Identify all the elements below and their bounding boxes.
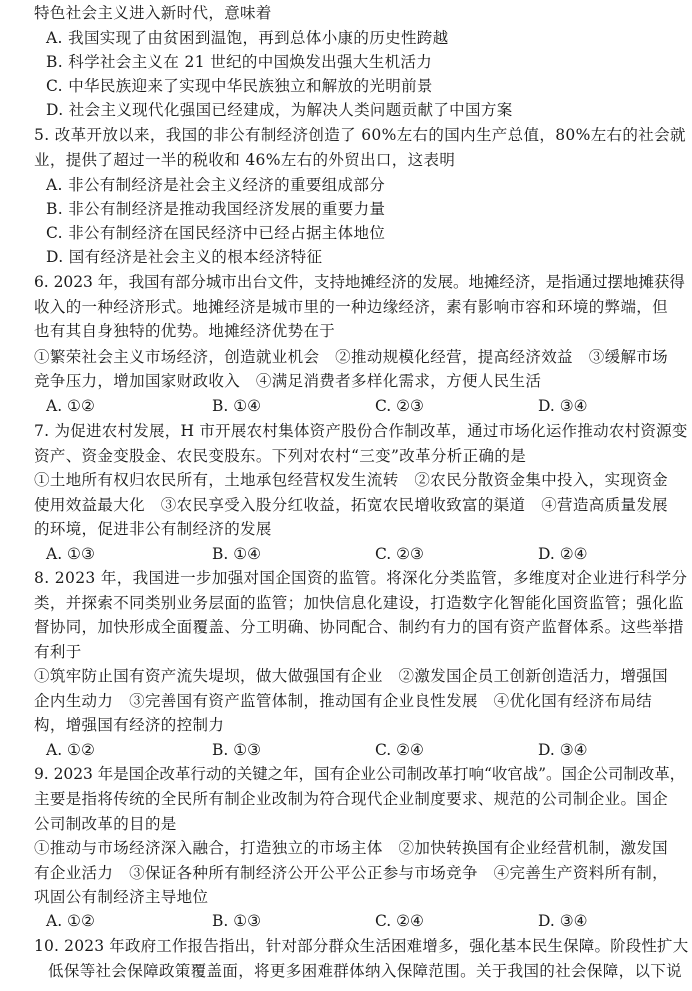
choice-d: D. ③④ (538, 397, 588, 415)
option-b: B. 非公有制经济是推动我国经济发展的重要力量 (46, 200, 386, 218)
question-7-statements: 使用效益最大化 ③农民享受入股分红收益，拓宽农民增收致富的渠道 ④营造高质量发展 (34, 496, 669, 514)
choice-a: A. ①② (46, 741, 95, 759)
choice-a: A. ①② (46, 397, 95, 415)
choice-c: C. ②④ (375, 741, 424, 759)
question-5-stem: 业，提供了超过一半的税收和 46%左右的外贸出口，这表明 (34, 151, 456, 169)
question-6-stem: 也有其自身独特的优势。地摊经济优势在于 (34, 322, 336, 340)
question-7-statements: ①土地所有权归农民所有，土地承包经营权发生流转 ②农民分散资金集中投入，实现资金 (34, 471, 669, 489)
question-9-stem: 公司制改革的目的是 (34, 815, 177, 833)
question-8-stem: 有利于 (34, 643, 82, 661)
choice-b: B. ①④ (212, 545, 262, 563)
choice-b: B. ①④ (212, 397, 262, 415)
question-8-stem: 督协同，加快形成全面覆盖、分工明确、协同配合、制约有力的国有资产监督体系。这些举措 (34, 618, 684, 636)
option-a: A. 非公有制经济是社会主义经济的重要组成部分 (46, 176, 386, 194)
question-8-statements: ①筑牢防止国有资产流失堤坝，做大做强国有企业 ②激发国企员工创新创造活力，增强国 (34, 667, 669, 685)
question-8-statements: 构，增强国有经济的控制力 (34, 716, 225, 734)
question-9-statements: 有企业活力 ③保证各种所有制经济公开公平公正参与市场竞争 ④完善生产资料所有制， (34, 864, 669, 882)
question-9-stem: 9. 2023 年是国企改革行动的关键之年，国有企业公司制改革打响“收官战”。国企公司制改革， (34, 765, 686, 783)
question-8-stem: 类，并探索不同类别业务层面的监管；加快信息化建设，打造数字化智能化国资监管；强化监 (34, 594, 684, 612)
choice-d: D. ③④ (538, 741, 588, 759)
question-7-statements: 的环境，促进非公有制经济的发展 (34, 520, 272, 538)
choice-b: B. ①③ (212, 741, 262, 759)
option-b: B. 科学社会主义在 21 世纪的中国焕发出强大生机活力 (46, 53, 433, 71)
question-9-statements: 巩固公有制经济主导地位 (34, 888, 209, 906)
choice-d: D. ③④ (538, 912, 588, 930)
choice-b: B. ①③ (212, 912, 262, 930)
choice-a: A. ①③ (46, 545, 95, 563)
question-5-stem: 5. 改革开放以来，我国的非公有制经济创造了 60%左右的国内生产总值，80%左右的社会就 (34, 126, 686, 144)
choice-d: D. ②④ (538, 545, 588, 563)
question-8-statements: 企内生动力 ③完善国有资产监管体制，推动国有企业良性发展 ④优化国有经济布局结 (34, 692, 653, 710)
choice-c: C. ②④ (375, 912, 424, 930)
question-6-stem: 收入的一种经济形式。地摊经济是城市里的一种边缘经济，素有影响市容和环境的弊端，但 (34, 298, 669, 316)
question-6-statements: ①繁荣社会主义市场经济，创造就业机会 ②推动规模化经营，提高经济效益 ③缓解市场 (34, 348, 669, 366)
option-c: C. 中华民族迎来了实现中华民族独立和解放的光明前景 (46, 77, 433, 95)
option-d: D. 社会主义现代化强国已经建成，为解决人类问题贡献了中国方案 (46, 101, 513, 119)
question-6-stem: 6. 2023 年，我国有部分城市出台文件，支持地摊经济的发展。地摊经济，是指通过摆地摊获得 (34, 273, 685, 291)
question-9-statements: ①推动与市场经济深入融合，打造独立的市场主体 ②加快转换国有企业经营机制，激发国 (34, 839, 669, 857)
question-7-stem: 7. 为促进农村发展，H 市开展农村集体资产股份合作制改革，通过市场化运作推动农村资源变 (34, 422, 688, 440)
choice-a: A. ①② (46, 912, 95, 930)
question-10-stem: 低保等社会保障政策覆盖面，将更多困难群体纳入保障范围。关于我国的社会保障，以下说 (48, 962, 683, 980)
option-d: D. 国有经济是社会主义的根本经济特征 (46, 248, 323, 266)
question-10-stem: 10. 2023 年政府工作报告指出，针对部分群众生活困难增多，强化基本民生保障。阶段性扩大 (34, 937, 689, 955)
question-7-stem: 资产、资金变股金、农民变股东。下列对农村“三变”改革分析正确的是 (34, 447, 527, 465)
choice-c: C. ②③ (375, 397, 424, 415)
option-c: C. 非公有制经济在国民经济中已经占据主体地位 (46, 224, 386, 242)
question-4-tail: 特色社会主义进入新时代，意味着 (34, 4, 272, 22)
question-6-statements: 竞争压力，增加国家财政收入 ④满足消费者多样化需求，方便人民生活 (34, 372, 542, 390)
question-9-stem: 主要是指将传统的全民所有制企业改制为符合现代企业制度要求、规范的公司制企业。国企 (34, 790, 669, 808)
choice-c: C. ②③ (375, 545, 424, 563)
question-8-stem: 8. 2023 年，我国进一步加强对国企国资的监管。将深化分类监管，多维度对企业进行科学分 (34, 569, 688, 587)
option-a: A. 我国实现了由贫困到温饱，再到总体小康的历史性跨越 (46, 29, 449, 47)
